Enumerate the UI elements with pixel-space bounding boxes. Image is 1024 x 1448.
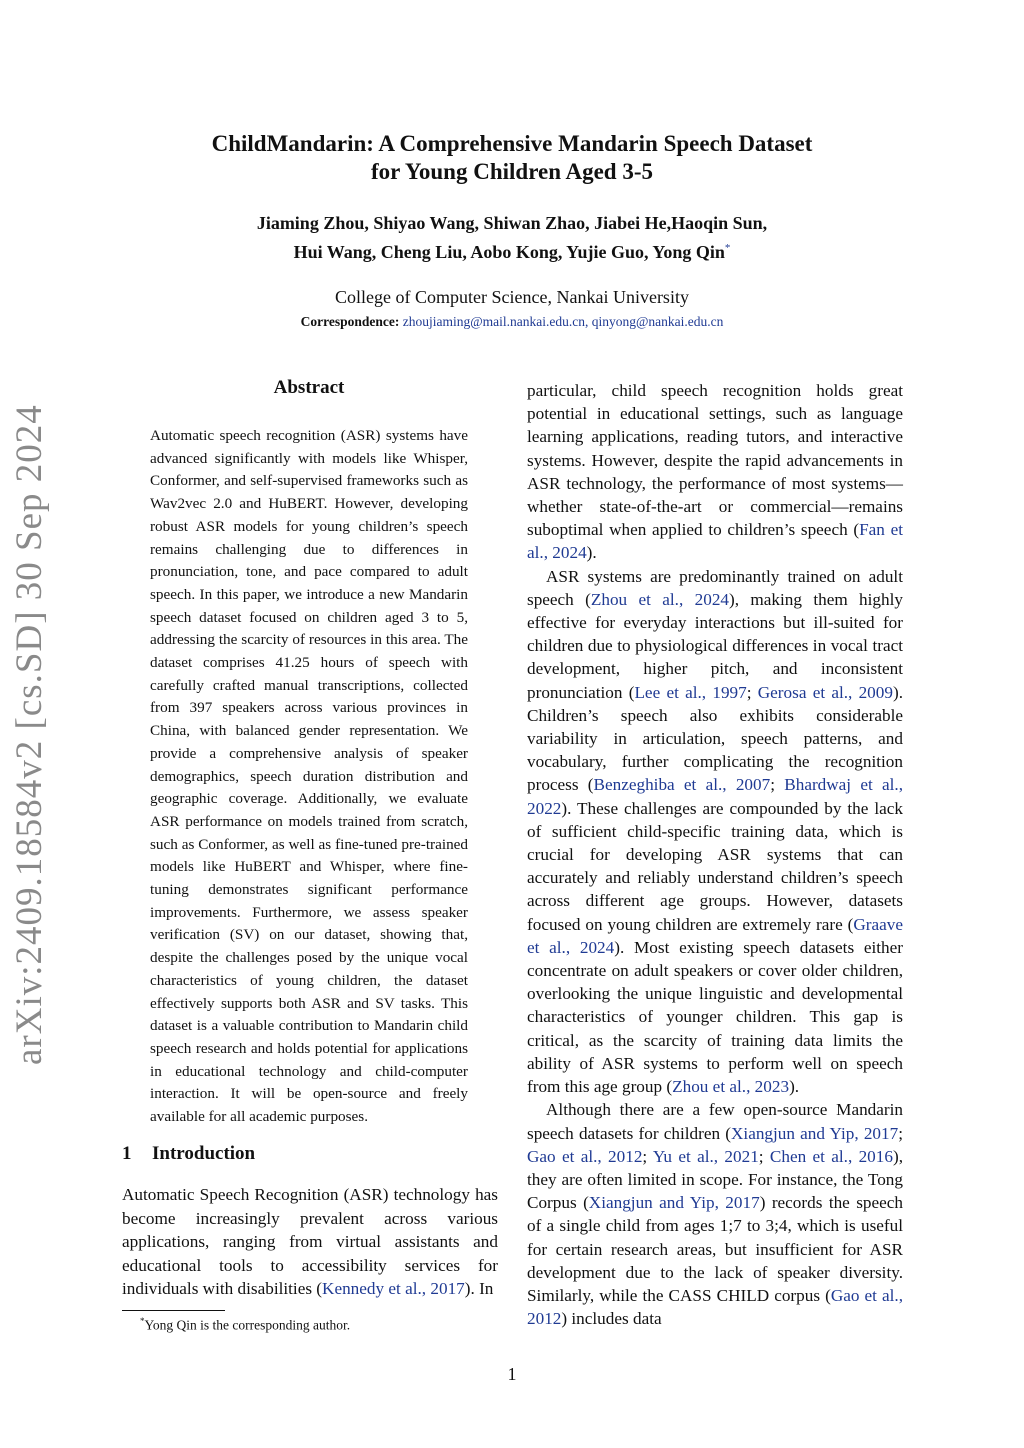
paragraph-text: ; [898, 1123, 903, 1143]
author-list [0, 211, 1024, 265]
citation-link[interactable]: Xiangjun and Yip, 2017 [588, 1193, 760, 1213]
footnote-divider [122, 1310, 225, 1311]
correspondence-label: Correspondence: [300, 314, 400, 329]
authors-line-2-text: Hui Wang, Cheng Liu, Aobo Kong, Yujie Guo, Yong Qin [293, 242, 725, 262]
citation-link[interactable]: Xiangjun and Yip, 2017 [731, 1123, 899, 1143]
introduction-paragraph [122, 1183, 498, 1301]
abstract-body: Automatic speech recognition (ASR) systems have advanced significantly with models like Whisper, Conformer, and self-supervised frameworks such as Wav2vec 2.0 and HuBERT. However, developing robust ASR models for young children’s speech remains challenging due to differences in pronunciation, tone, and pace compared to adult speech. In this paper, we introduce a new Mandarin speech dataset focused on children aged 3 to 5, addressing the scarcity of resources in this area. The dataset comprises 41.25 hours of speech with carefully crafted manual transcriptions, collected from 397 speakers across various provinces in China, with balanced gender representation. We provide a comprehensive analysis of speaker demographics, speech duration distribution and geographic coverage. Additionally, we evaluate ASR performance on models trained from scratch, such as Conformer, as well as fine-tuned pre-trained models like HuBERT and Whisper, where fine-tuning demonstrates significant performance improvements. Furthermore, we assess speaker verification (SV) on our dataset, showing that, despite the challenges posed by the unique vocal characteristics of young children, the dataset effectively supports both ASR and SV tasks. This dataset is a valuable contribution to Mandarin child speech research and holds potential for applications in educational technology and child-computer interaction. It will be open-source and freely available for all academic purposes. [150, 427, 468, 1126]
section-number: 1 [122, 1143, 132, 1164]
footnote-mark: * [140, 1316, 145, 1326]
paragraph-text: ; [746, 682, 758, 702]
authors-line-1: Jiaming Zhou, Shiyao Wang, Shiwan Zhao, Jiabei He,Haoqin Sun, [256, 213, 768, 233]
footnote [140, 1316, 350, 1334]
paragraph-text: ) includes data [561, 1309, 662, 1329]
citation-link[interactable]: Gao et al., 2012 [527, 1285, 903, 1329]
paragraph-text: ), they are often limited in scope. For instance, the Tong Corpus ( [527, 1146, 903, 1213]
citation-link[interactable]: Gerosa et al., 2009 [757, 682, 893, 702]
paragraph-text: ). [789, 1077, 800, 1097]
citation-link[interactable]: Bhardwaj et al., 2022 [527, 775, 904, 818]
corresponding-author-mark[interactable]: * [724, 242, 731, 254]
paragraph-text: ). Children’s speech also exhibits considerable variability in articulation, speech patterns, and vocabulary, further complicating the recognition process ( [527, 682, 903, 795]
paper-title [0, 130, 1024, 186]
citation-link[interactable]: Benzeghiba et al., 2007 [593, 775, 771, 795]
citation-link[interactable]: Fan et al., 2024 [527, 520, 903, 563]
paragraph-text: ; [770, 775, 785, 795]
citation-link[interactable]: Yu et al., 2021 [652, 1146, 759, 1166]
citation-link[interactable]: Gao et al., 2012 [527, 1146, 643, 1166]
intro-text: Automatic Speech Recognition (ASR) technology has become increasingly prevalent across various applications, ranging from virtual assistants and educational tools to accessibility services for individuals with disabilities ( [122, 1185, 498, 1298]
paragraph [527, 1098, 903, 1330]
intro-text-end: ). In [464, 1279, 494, 1298]
citation-link[interactable]: Chen et al., 2016 [769, 1146, 893, 1166]
section-heading-introduction [122, 1143, 255, 1165]
paragraph [527, 379, 903, 565]
correspondence-line [0, 314, 1024, 330]
paragraph-text: particular, child speech recognition holds great potential in educational settings, such as language learning applications, reading tutors, and interactive systems. However, despite the rapid advancements in ASR technology, the performance of most systems—whether state-of-the-art or commercial—remains suboptimal when applied to children’s speech ( [527, 381, 903, 540]
footnote-text: Yong Qin is the corresponding author. [144, 1317, 351, 1333]
right-column-text [527, 379, 903, 1330]
citation-link[interactable]: Lee et al., 1997 [634, 682, 747, 702]
paragraph-text: ). Most existing speech datasets either concentrate on adult speakers or cover older children, overlooking the unique linguistic and developmental characteristics of younger children. This gap is critical, as the scarcity of training data limits the ability of ASR systems to perform well on speech from this age group ( [527, 937, 903, 1097]
page-number: 1 [507, 1364, 517, 1384]
paragraph [527, 565, 903, 1099]
citation-link[interactable]: Graave et al., 2024 [527, 914, 903, 957]
paragraph-text: ; [758, 1146, 770, 1166]
paragraph-text: Although there are a few open-source Mandarin speech datasets for children ( [527, 1100, 903, 1143]
affiliation: College of Computer Science, Nankai University [335, 287, 689, 307]
authors-line-2 [0, 236, 1024, 265]
title-line-1: ChildMandarin: A Comprehensive Mandarin Speech Dataset [211, 131, 813, 156]
paragraph-text: ). These challenges are compounded by the lack of sufficient child-specific training data, which is crucial for developing ASR systems that can accurately and reliably understand children’s speech across different age groups. However, datasets focused on young children are extremely rare ( [527, 798, 903, 934]
paragraph-text: ), making them highly effective for everyday interactions but ill-suited for children due to physiological differences in vocal tract development, higher pitch, and inconsistent pronunciation ( [527, 589, 903, 702]
arxiv-identifier-stamp: arXiv:2409.18584v2 [cs.SD] 30 Sep 2024 [9, 404, 50, 1065]
citation-link[interactable]: Zhou et al., 2024 [590, 589, 730, 609]
correspondence-emails[interactable]: zhoujiaming@mail.nankai.edu.cn, qinyong@nankai.edu.cn [402, 314, 724, 329]
paragraph-text: ASR systems are predominantly trained on adult speech ( [527, 566, 903, 609]
paragraph-text: ) records the speech of a single child from ages 1;7 to 3;4, which is useful for certain research areas, but insufficient for ASR development due to the lack of speaker diversity. Similarly, while the CASS CHILD corpus ( [527, 1193, 903, 1305]
citation-link[interactable]: Zhou et al., 2023 [672, 1077, 790, 1097]
paragraph-text: ). [586, 543, 597, 563]
citation-link[interactable]: Kennedy et al., 2017 [322, 1279, 465, 1298]
paragraph-text: ; [642, 1146, 653, 1166]
abstract-heading: Abstract [273, 377, 345, 398]
title-line-2: for Young Children Aged 3-5 [370, 159, 653, 184]
section-title: Introduction [152, 1143, 256, 1164]
